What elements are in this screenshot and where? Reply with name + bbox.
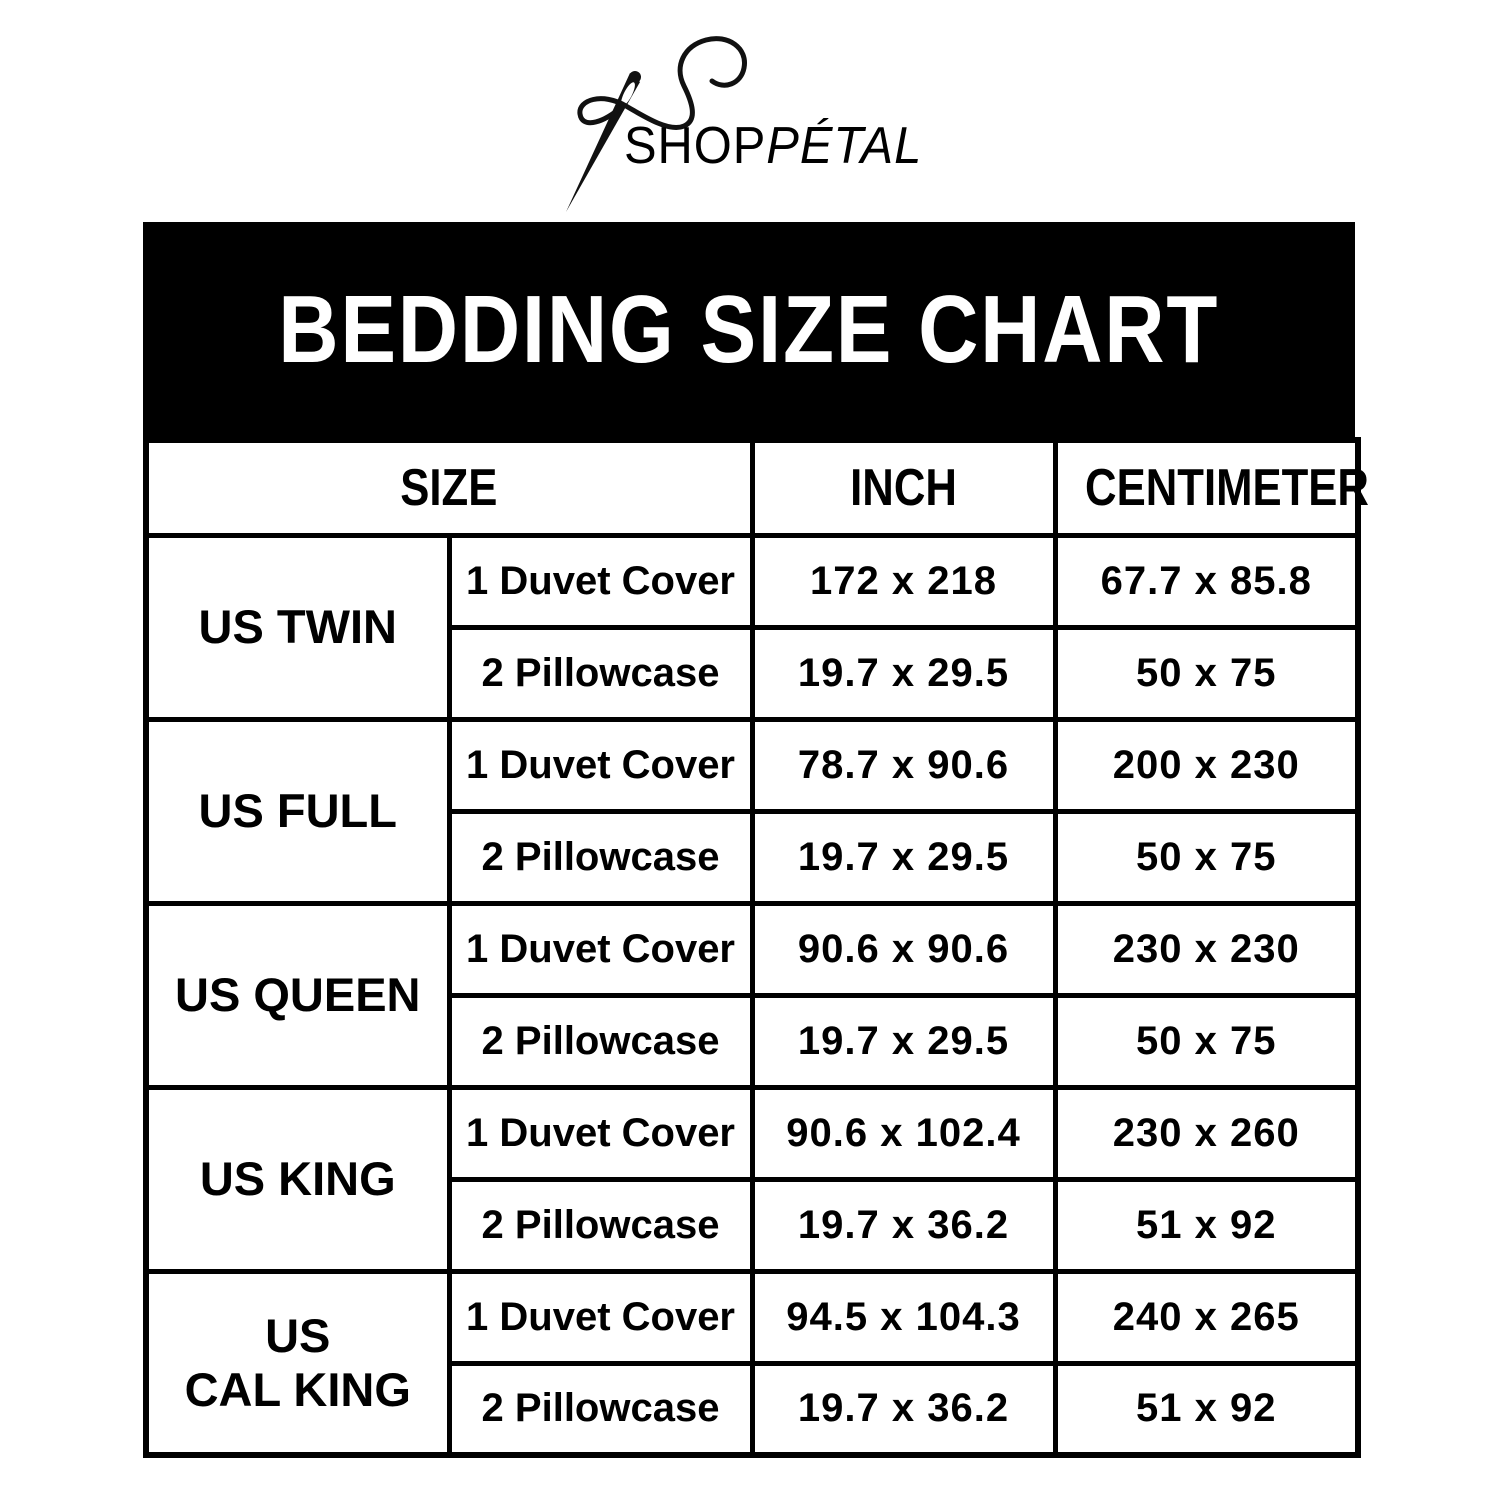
table-row: [146, 903, 1358, 995]
inch-cell: 19.7 x 36.2: [752, 1363, 1055, 1455]
table-header-row: [146, 440, 1358, 535]
table-row: [146, 1087, 1358, 1179]
item-cell: 2 Pillowcase: [449, 1179, 752, 1271]
cm-cell: 230 x 230: [1055, 903, 1358, 995]
size-cell-us-full: US FULL: [146, 719, 449, 903]
size-cell-us-twin: US TWIN: [146, 535, 449, 719]
header-inch: INCH: [752, 440, 1055, 535]
size-cell-us-king: US KING: [146, 1087, 449, 1271]
item-cell: 2 Pillowcase: [449, 995, 752, 1087]
brand-name-italic: PÉTAL: [766, 117, 923, 175]
table-row: [146, 535, 1358, 627]
cm-cell: 51 x 92: [1055, 1179, 1358, 1271]
inch-cell: 19.7 x 29.5: [752, 811, 1055, 903]
item-cell: 1 Duvet Cover: [449, 903, 752, 995]
cm-cell: 67.7 x 85.8: [1055, 535, 1358, 627]
cm-cell: 240 x 265: [1055, 1271, 1358, 1363]
inch-cell: 78.7 x 90.6: [752, 719, 1055, 811]
item-cell: 1 Duvet Cover: [449, 719, 752, 811]
cm-cell: 50 x 75: [1055, 627, 1358, 719]
size-cell-us-cal-king: US CAL KING: [146, 1271, 449, 1455]
brand-name-upright: SHOP: [624, 117, 767, 175]
header-size: SIZE: [146, 440, 752, 535]
item-cell: 1 Duvet Cover: [449, 535, 752, 627]
item-cell: 1 Duvet Cover: [449, 1087, 752, 1179]
item-cell: 2 Pillowcase: [449, 811, 752, 903]
item-cell: 2 Pillowcase: [449, 1363, 752, 1455]
bedding-size-table: [143, 437, 1369, 1458]
cm-cell: 51 x 92: [1055, 1363, 1358, 1455]
inch-cell: 19.7 x 36.2: [752, 1179, 1055, 1271]
item-cell: 1 Duvet Cover: [449, 1271, 752, 1363]
cm-cell: 50 x 75: [1055, 811, 1358, 903]
title-bar: [143, 222, 1355, 437]
header-centimeter: CENTIMETER: [1055, 440, 1358, 535]
inch-cell: 172 x 218: [752, 535, 1055, 627]
inch-cell: 19.7 x 29.5: [752, 995, 1055, 1087]
cm-cell: 230 x 260: [1055, 1087, 1358, 1179]
inch-cell: 90.6 x 90.6: [752, 903, 1055, 995]
size-cell-us-queen: US QUEEN: [146, 903, 449, 1087]
brand-logo: [0, 0, 1500, 222]
cm-cell: 200 x 230: [1055, 719, 1358, 811]
page-title: BEDDING SIZE CHART: [278, 275, 1220, 383]
table-row: [146, 1271, 1358, 1363]
item-cell: 2 Pillowcase: [449, 627, 752, 719]
cm-cell: 50 x 75: [1055, 995, 1358, 1087]
inch-cell: 94.5 x 104.3: [752, 1271, 1055, 1363]
table-row: [146, 719, 1358, 811]
inch-cell: 19.7 x 29.5: [752, 627, 1055, 719]
brand-name: [624, 116, 922, 176]
inch-cell: 90.6 x 102.4: [752, 1087, 1055, 1179]
